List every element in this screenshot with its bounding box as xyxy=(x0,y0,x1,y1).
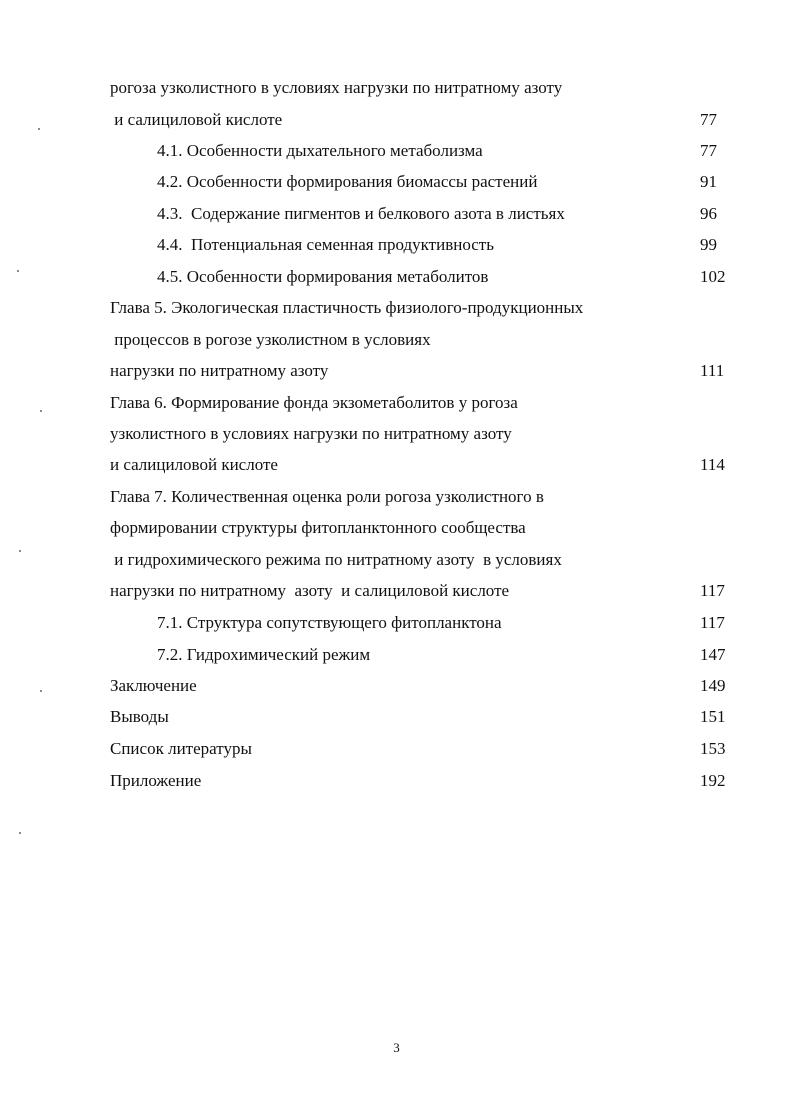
toc-entry-line: и салициловой кислоте xyxy=(110,455,278,474)
toc-chapter-heading: Глава 7. Количественная оценка роли рогоза узколистного в xyxy=(110,487,544,506)
toc-entry-line: нагрузки по нитратному азоту xyxy=(110,361,329,380)
toc-entry-line: рогоза узколистного в условиях нагрузки по нитратному азоту xyxy=(110,78,563,97)
toc-page-number: 153 xyxy=(700,739,726,758)
toc-page-number: 149 xyxy=(700,676,726,695)
toc-entry-line: 4.3. Содержание пигментов и белкового азота в листьях xyxy=(157,204,565,223)
toc-page-number: 77 xyxy=(700,110,717,129)
toc-entry-line: узколистного в условиях нагрузки по нитратному азоту xyxy=(110,424,512,443)
toc-chapter-heading: Глава 6. Формирование фонда экзометаболитов у рогоза xyxy=(110,393,518,412)
page-number: 3 xyxy=(393,1040,400,1055)
toc-entry-line: Заключение xyxy=(110,676,197,695)
toc-entry-line: процессов в рогозе узколистном в условиях xyxy=(110,330,431,349)
scan-speck xyxy=(40,690,42,692)
toc-page-number: 96 xyxy=(700,204,717,223)
toc-chapter-heading: Глава 5. Экологическая пластичность физиолого-продукционных xyxy=(110,298,584,317)
toc-entry-line: Список литературы xyxy=(110,739,252,758)
scan-speck xyxy=(38,128,40,130)
toc-entry-line: и гидрохимического режима по нитратному азоту в условиях xyxy=(110,550,562,569)
toc-page-number: 151 xyxy=(700,707,726,726)
toc-entry-line: 7.1. Структура сопутствующего фитопланктона xyxy=(157,613,502,632)
toc-entry-line: формировании структуры фитопланктонного сообщества xyxy=(110,518,526,537)
toc-page-number: 114 xyxy=(700,455,725,474)
toc-entry-line: 4.5. Особенности формирования метаболитов xyxy=(157,267,489,286)
toc-entry-line: Приложение xyxy=(110,771,202,790)
toc-page-number: 117 xyxy=(700,613,725,632)
toc-entry-line: 4.4. Потенциальная семенная продуктивность xyxy=(157,235,494,254)
toc-entry-line: 4.1. Особенности дыхательного метаболизма xyxy=(157,141,483,160)
toc-page-number: 91 xyxy=(700,172,717,191)
scan-speck xyxy=(40,410,42,412)
toc-page-number: 147 xyxy=(700,645,726,664)
toc-entry-line: Выводы xyxy=(110,707,169,726)
toc-page-number: 77 xyxy=(700,141,717,160)
toc-page-number: 102 xyxy=(700,267,726,286)
toc-page-number: 111 xyxy=(700,361,725,380)
scan-speck xyxy=(19,550,21,552)
toc-entry-line: 7.2. Гидрохимический режим xyxy=(157,645,371,664)
toc-page-number: 192 xyxy=(700,771,726,790)
toc-page-number: 117 xyxy=(700,581,725,600)
toc-entry-line: 4.2. Особенности формирования биомассы растений xyxy=(157,172,538,191)
scan-speck xyxy=(19,832,21,834)
toc-page-number: 99 xyxy=(700,235,717,254)
scan-speck xyxy=(17,270,19,272)
toc-entry-line: нагрузки по нитратному азоту и салициловой кислоте xyxy=(110,581,510,600)
toc-entry-line: и салициловой кислоте xyxy=(110,110,283,129)
